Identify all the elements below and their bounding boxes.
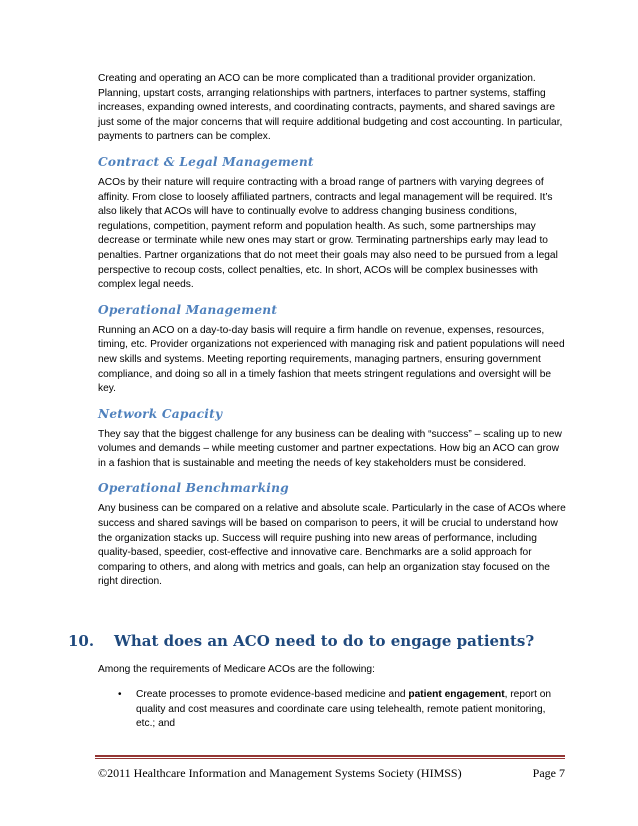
footer-rule (95, 755, 565, 757)
section-heading-network-capacity: Network Capacity (98, 406, 223, 421)
section-body-operational-benchmarking: Any business can be compared on a relative and absolute scale. Particularly in the case of ACOs where success and shared savings will be based on comparison to peers, it will be crucial to understand how the organization stacks up. Success will require pushing into new areas of performance, including quality-based, speedier, cost-effective and innovative care. Benchmarks are a solid approach for comparing to others, and along with metrics and goals, can help an organization stay focused on the right direction. (98, 503, 566, 588)
bullet-text-before: Create processes to promote evidence-based medicine and (136, 689, 409, 700)
body-content (98, 72, 568, 590)
bullet-text-after: , report on quality and cost measures and coordinate care using telehealth, remote patient monitoring, etc.; and (136, 689, 552, 730)
bullet-bold-text: patient engagement (408, 689, 505, 700)
footer-page-number: Page 7 (532, 766, 565, 780)
footer-rule-thin (95, 758, 565, 759)
question-number: 10. (68, 632, 95, 650)
section-heading-operational-benchmarking: Operational Benchmarking (98, 481, 289, 496)
list-item (118, 688, 566, 732)
page-footer (98, 766, 565, 781)
requirements-list (118, 688, 566, 732)
question-title: What does an ACO need to do to engage patients? (114, 632, 535, 650)
section-heading-operational-management: Operational Management (98, 302, 278, 317)
section-body-contract-legal: ACOs by their nature will require contracting with a broad range of partners with varying degrees of affinity. From close to loosely affiliated partners, contracts and legal management will be required. It’s also likely that ACOs will have to continually evolve to address changing business conditions, regulations, competition, payment reform and population health. As such, some partnerships may decrease or terminate while new ones may start or grow. Terminating partnerships early may lead to penalties. Partner organizations that do not meet their goals may also need to be pursued from a legal perspective to recoup costs, collect penalties, etc. In short, ACOs will be complex businesses with complex legal needs. (98, 176, 558, 291)
bullet-icon: • (118, 689, 122, 700)
intro-paragraph: Creating and operating an ACO can be more complicated than a traditional provider organization. Planning, upstart costs, arranging relationships with partners, interfaces to partner systems, staffing increases, expanding owned interests, and coordinating contracts, payments, and shared savings are just some of the major concerns that will require additional budgeting and cost accounting. In particular, payments to partners can be complex. (98, 73, 563, 143)
section-heading-contract-legal: Contract & Legal Management (98, 154, 314, 169)
section-body-operational-management: Running an ACO on a day-to-day basis will require a firm handle on revenue, expenses, resources, timing, etc. Provider organizations not experienced with managing risk and patient populations will need new skills and systems. Meeting reporting requirements, managing partners, ensuring government compliance, and doing so all in a timely fashion that meets stringent regulations and oversight will be key. (98, 324, 565, 395)
footer-copyright: ©2011 Healthcare Information and Management Systems Society (HIMSS) (98, 766, 462, 780)
question-heading (68, 632, 534, 650)
question-intro: Among the requirements of Medicare ACOs are the following: (98, 664, 375, 675)
section-body-network-capacity: They say that the biggest challenge for any business can be dealing with “success” – scaling up to new volumes and demands – while meeting customer and partner expectations. How big an ACO can grow in a fashion that is sustainable and meeting the needs of key stakeholders must be considered. (98, 428, 562, 469)
